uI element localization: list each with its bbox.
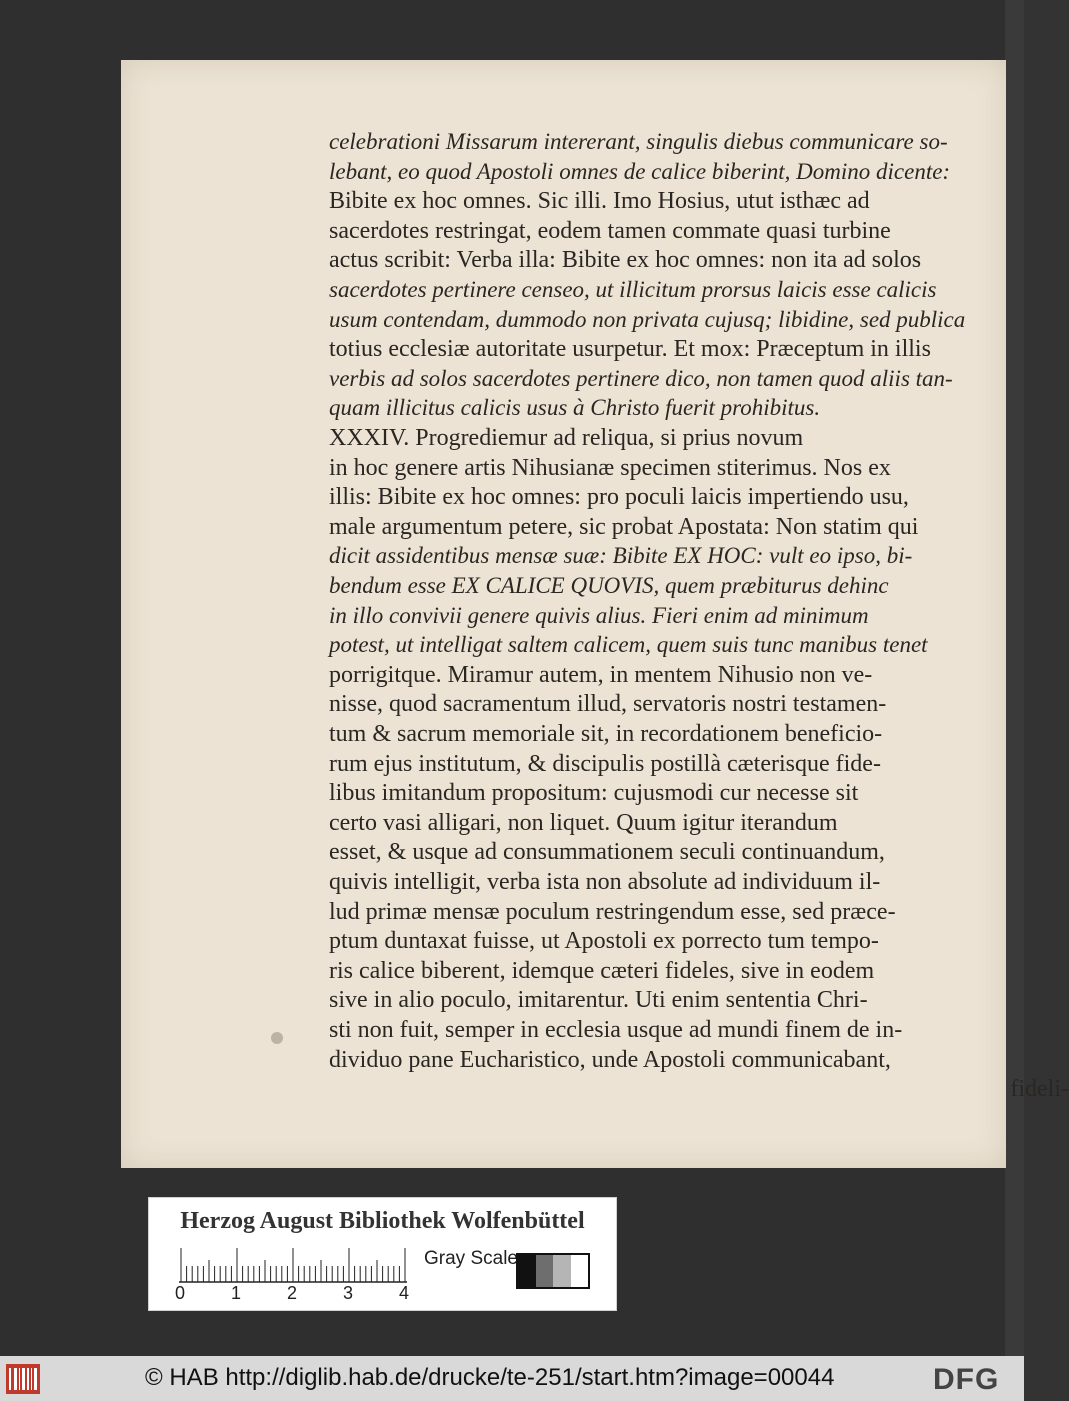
text-line: dividuo pane Eucharistico, unde Apostoli communicabant, bbox=[329, 1046, 891, 1073]
gray-step bbox=[518, 1255, 536, 1287]
text-line: esset, & usque ad consummationem seculi continuandum, bbox=[329, 839, 885, 866]
text-line: actus scribit: Verba illa: Bibite ex hoc omnes: non ita ad solos bbox=[329, 247, 922, 274]
text-line: male argumentum petere, sic probat Apostata: Non statim qui bbox=[329, 513, 919, 540]
text-line: bendum esse EX CALICE QUOVIS, quem præbiturus dehinc bbox=[329, 573, 889, 598]
dfg-logo: DFG bbox=[933, 1363, 1000, 1396]
catchword: fideli- bbox=[1010, 1076, 1069, 1103]
scale-number: 2 bbox=[287, 1283, 298, 1303]
text-line: rum ejus institutum, & discipulis postillà cæterisque fide- bbox=[329, 750, 881, 777]
text-line: sacerdotes restringat, eodem tamen commate quasi turbine bbox=[329, 217, 891, 244]
text-line: Bibite ex hoc omnes. Sic illi. Imo Hosius, utut isthæc ad bbox=[329, 188, 870, 215]
text-line: illis: Bibite ex hoc omnes: pro poculi laicis impertiendo usu, bbox=[329, 484, 909, 511]
scale-number: 1 bbox=[231, 1283, 242, 1303]
text-line: in illo convivii genere quivis alius. Fieri enim ad minimum bbox=[329, 602, 869, 628]
text-line: lebant, eo quod Apostoli omnes de calice biberint, Domino dicente: bbox=[329, 158, 951, 184]
text-line: dicit assidentibus mensæ suæ: Bibite EX HOC: vult eo ipso, bi- bbox=[329, 543, 913, 569]
text-line: sti non fuit, semper in ecclesia usque ad mundi finem de in- bbox=[329, 1017, 903, 1043]
scale-number: 0 bbox=[175, 1283, 186, 1303]
text-line: sive in alio poculo, imitarentur. Uti enim sententia Chri- bbox=[329, 987, 868, 1014]
text-line: nisse, quod sacramentum illud, servatoris nostri testamen- bbox=[329, 691, 887, 718]
book-page bbox=[121, 60, 1069, 1168]
text-line: XXXIV. Progrediemur ad reliqua, si prius novum bbox=[329, 425, 804, 451]
footer-copyright-link[interactable]: © HAB http://diglib.hab.de/drucke/te-251/start.htm?image=00044 bbox=[145, 1364, 835, 1391]
text-line: libus imitandum propositum: cujusmodi cur necesse sit bbox=[329, 780, 859, 807]
text-line: certo vasi alligari, non liquet. Quum igitur iterandum bbox=[329, 809, 838, 836]
text-line: porrigitque. Miramur autem, in mentem Nihusio non ve- bbox=[329, 661, 873, 688]
gray-step bbox=[536, 1255, 554, 1287]
text-line: ptum duntaxat fuisse, ut Apostoli ex porrecto tum tempo- bbox=[329, 928, 879, 955]
library-color-card bbox=[148, 1197, 617, 1311]
gray-step bbox=[571, 1255, 589, 1287]
text-line: totius ecclesiæ autoritate usurpetur. Et mox: Præceptum in illis bbox=[329, 336, 931, 363]
scale-numbers bbox=[175, 1283, 415, 1303]
library-name: Herzog August Bibliothek Wolfenbüttel bbox=[180, 1208, 585, 1234]
text-line: verbis ad solos sacerdotes pertinere dico, non tamen quod aliis tan- bbox=[329, 365, 953, 391]
scale-number: 4 bbox=[399, 1283, 410, 1303]
gray-scale-swatch bbox=[516, 1253, 590, 1289]
text-line: quivis intelligit, verba ista non absolute ad individuum il- bbox=[329, 869, 881, 895]
text-line: in hoc genere artis Nihusianæ specimen stiterimus. Nos ex bbox=[329, 454, 891, 481]
text-line: celebrationi Missarum intererant, singulis diebus communicare so- bbox=[329, 129, 948, 154]
text-line: usum contendam, dummodo non privata cujusq; libidine, sed publica bbox=[329, 306, 966, 332]
footer-bar bbox=[0, 1356, 1024, 1401]
scale-number: 3 bbox=[343, 1283, 354, 1303]
text-line: sacerdotes pertinere censeo, ut illicitum prorsus laicis esse calicis bbox=[329, 277, 937, 302]
scale-ruler-icon bbox=[179, 1247, 407, 1283]
gray-step bbox=[553, 1255, 571, 1287]
text-line: quam illicitus calicis usus à Christo fuerit prohibitus. bbox=[329, 395, 821, 421]
text-line: potest, ut intelligat saltem calicem, quem suis tunc manibus tenet bbox=[329, 632, 928, 658]
text-line: lud primæ mensæ poculum restringendum esse, sed præce- bbox=[329, 898, 896, 925]
gray-scale-label: Gray Scale bbox=[424, 1248, 518, 1269]
page-stain bbox=[271, 1032, 283, 1044]
hab-barcode-logo-icon bbox=[6, 1364, 40, 1394]
text-line: tum & sacrum memoriale sit, in recordationem beneficio- bbox=[329, 721, 883, 747]
text-line: ris calice biberent, idemque cæteri fideles, sive in eodem bbox=[329, 957, 875, 984]
